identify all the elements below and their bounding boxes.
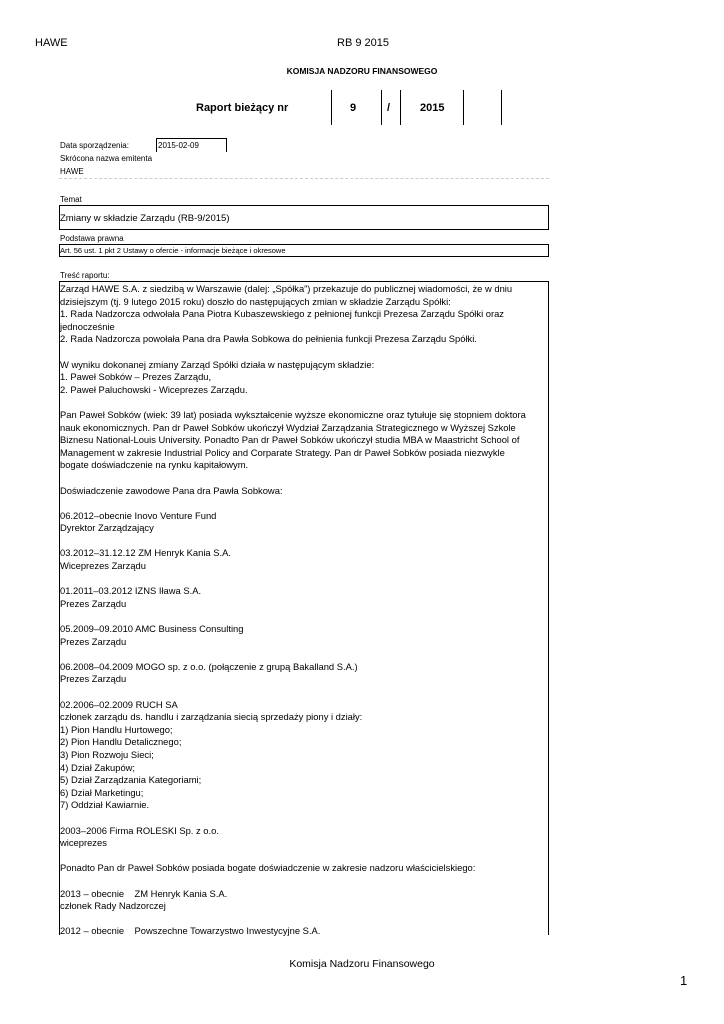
report-extra-right-border xyxy=(501,90,502,125)
header-report-id: RB 9 2015 xyxy=(337,37,389,49)
date-label: Data sporządzenia: xyxy=(60,141,129,150)
subject-label: Temat xyxy=(60,195,82,204)
report-year-right-border xyxy=(463,90,464,125)
issuer-label: Skrócona nazwa emitenta xyxy=(60,154,153,163)
content-label: Treść raportu: xyxy=(60,271,110,280)
report-number: 9 xyxy=(350,102,357,114)
header-issuer: HAWE xyxy=(35,37,68,49)
page-number: 1 xyxy=(680,973,688,988)
report-content: Zarząd HAWE S.A. z siedzibą w Warszawie (dalej: „Spółka”) przekazuje do publicznej wiadomości, że w dniu dzisiejszym (tj. 9 lutego 2015 roku) doszło do następujących zmian w składzie Zarządu Spółki: 1. Rada Nadzorcza odwołała Pana Piotra Kubaszewskiego z pełnionej funkcji Prezesa Zarządu Spółki oraz jednocześnie 2. Rada Nadzorcza powołała Pana dra Pawła Sobkowa do pełnienia funkcji Prezesa Zarządu Spółki. W wyniku dokonanej zmiany Zarząd Spółki działa w następującym składzie: 1. Paweł Sobków – Prezes Zarządu, 2. Paweł Paluchowski - Wiceprezes Zarządu. Pan Paweł Sobków (wiek: 39 lat) posiada wykształcenie wyższe ekonomiczne oraz tytułuje się stopniem doktora nauk ekonomicznych. Pan dr Paweł Sobków ukończył Wydział Zarządzania Strategicznego w Wyższej Szkole Biznesu National-Louis University. Ponadto Pan dr Paweł Sobków ukończył studia MBA w Maastricht School of Management w zakresie Industrial Policy and Corparate Strategy. Pan dr Paweł Sobków posiada niezwykle bogate doświadczenie na rynku kapitałowym. Doświadczenie zawodowe Pana dra Pawła Sobkowa: 06.2012–obecnie Inovo Venture Fund Dyrektor Zarządzający 03.2012–31.12.12 ZM Henryk Kania S.A. Wiceprezes Zarządu 01.2011–03.2012 IZNS Iława S.A. Prezes Zarządu 05.2009–09.2010 AMC Business Consulting Prezes Zarządu 06.2008–04.2009 MOGO sp. z o.o. (połączenie z grupą Bakalland S.A.) Prezes Zarządu 02.2006–02.2009 RUCH SA członek zarządu ds. handlu i zarządzania siecią sprzedaży piony i działy: 1) Pion Handlu Hurtowego; 2) Pion Handlu Detalicznego; 3) Pion Rozwoju Sieci; 4) Dział Zakupów; 5) Dział Zarządzania Kategoriami; 6) Dział Marketingu; 7) Oddział Kawiarnie. 2003–2006 Firma ROLESKI Sp. z o.o. wiceprezes Ponadto Pan dr Paweł Sobków posiada bogate doświadczenie w zakresie nadzoru właścicielskiego: 2013 – obecnie ZM Henryk Kania S.A. członek Rady Nadzorczej 2012 – obecnie Powszechne Towarzystwo Inwestycyjne S.A. xyxy=(60,283,526,937)
issuer-value: HAWE xyxy=(60,167,84,176)
report-title: Raport bieżący nr xyxy=(196,102,289,114)
report-number-right-border xyxy=(381,90,382,125)
footer-authority: Komisja Nadzoru Finansowego xyxy=(289,958,435,970)
legal-basis-label: Podstawa prawna xyxy=(60,234,124,243)
legal-basis-field xyxy=(59,244,549,257)
report-number-left-border xyxy=(331,90,332,125)
date-value: 2015-02-09 xyxy=(158,141,199,150)
meta-divider xyxy=(59,178,549,179)
report-year-left-border xyxy=(400,90,401,125)
subject-value: Zmiany w składzie Zarządu (RB-9/2015) xyxy=(60,213,230,224)
authority-title: KOMISJA NADZORU FINANSOWEGO xyxy=(286,66,438,76)
report-slash: / xyxy=(387,102,391,114)
subject-field xyxy=(59,205,549,230)
report-year: 2015 xyxy=(420,102,445,114)
legal-basis-value: Art. 56 ust. 1 pkt 2 Ustawy o ofercie - informacje bieżące i okresowe xyxy=(60,246,286,255)
date-field xyxy=(156,138,227,152)
